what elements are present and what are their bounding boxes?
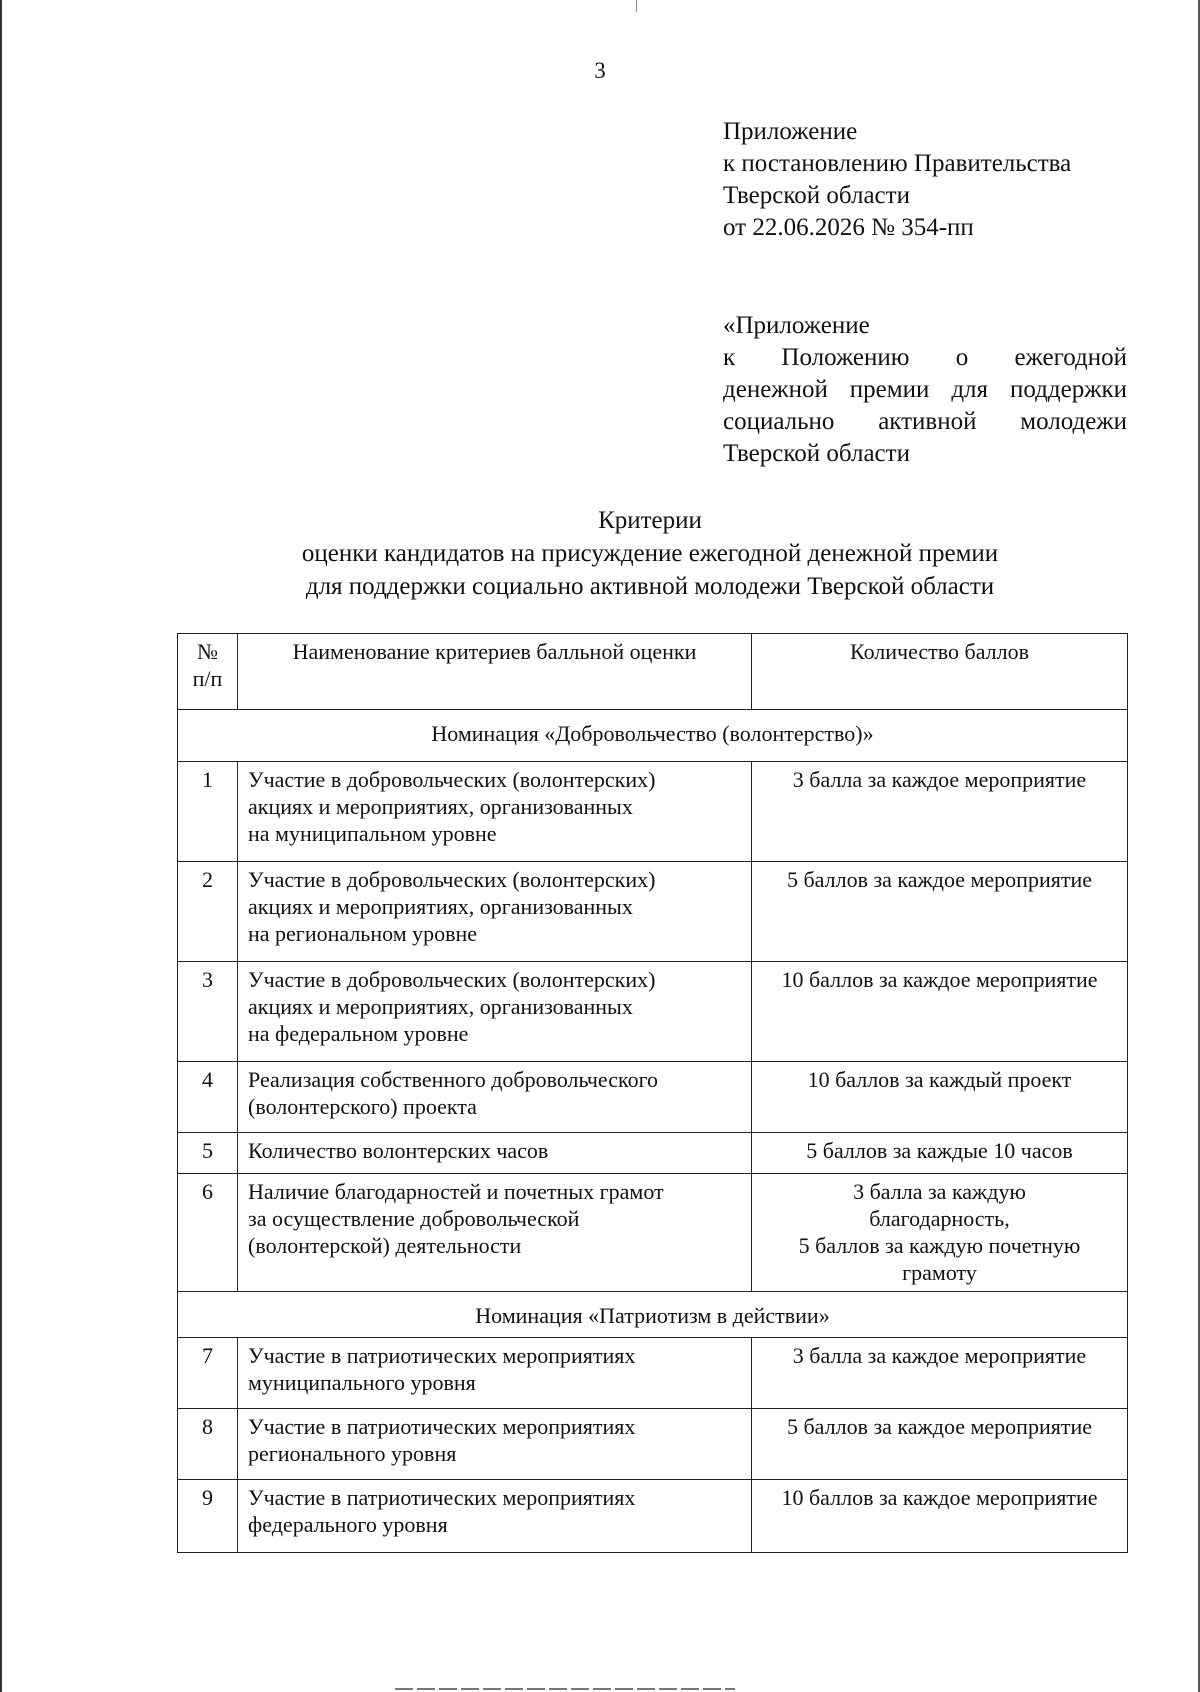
row-score (752, 1480, 1128, 1553)
appendix-line: Тверской области (723, 182, 910, 209)
score-line: 10 баллов за каждое мероприятие (781, 967, 1098, 992)
table-row (178, 1480, 1128, 1553)
title-line: для поддержки социально активной молодежи Тверской области (305, 573, 995, 600)
score-line: благодарность, (869, 1206, 1010, 1231)
row-num: 4 (178, 1062, 238, 1133)
appendix-line: социально активной молодежи (723, 408, 1127, 435)
row-score (752, 1338, 1128, 1409)
name-line: регионального уровня (248, 1441, 457, 1466)
scan-mark-bottom (395, 1688, 735, 1690)
row-name (238, 962, 752, 1062)
name-line: Наличие благодарностей и почетных грамот (248, 1179, 664, 1204)
row-score (752, 962, 1128, 1062)
name-line: муниципального уровня (248, 1370, 476, 1395)
table-row (178, 1409, 1128, 1480)
criteria-table (177, 633, 1128, 1553)
table-header-row (178, 634, 1128, 710)
name-line: Участие в добровольческих (волонтерских) (248, 767, 656, 792)
appendix-line: к постановлению Правительства (723, 150, 1072, 177)
name-line: Участие в добровольческих (волонтерских) (248, 867, 656, 892)
name-line: за осуществление добровольческой (248, 1206, 580, 1231)
score-line: 5 баллов за каждое мероприятие (786, 1414, 1092, 1439)
document-title (150, 504, 1150, 603)
name-line: (волонтерского) проекта (248, 1094, 477, 1119)
table-row (178, 762, 1128, 862)
header-num (178, 634, 238, 710)
name-line: (волонтерской) деятельности (248, 1233, 522, 1258)
score-line: 3 балла за каждое мероприятие (792, 767, 1087, 792)
row-num: 8 (178, 1409, 238, 1480)
name-line: Участие в патриотических мероприятиях (248, 1485, 636, 1510)
appendix-line: Тверской области (723, 440, 910, 467)
row-name (238, 1338, 752, 1409)
row-score (752, 1062, 1128, 1133)
name-line: Участие в патриотических мероприятиях (248, 1343, 636, 1368)
row-name (238, 1174, 752, 1292)
scan-mark-top (636, 0, 637, 12)
row-name (238, 1409, 752, 1480)
score-line: 10 баллов за каждое мероприятие (781, 1485, 1098, 1510)
score-line: 5 баллов за каждые 10 часов (806, 1138, 1073, 1163)
table-row (178, 1062, 1128, 1133)
row-num: 2 (178, 862, 238, 962)
section-row (178, 710, 1128, 762)
score-line: 3 балла за каждое мероприятие (792, 1343, 1087, 1368)
title-line: оценки кандидатов на присуждение ежегодной денежной премии (301, 540, 999, 567)
row-score (752, 1133, 1128, 1174)
row-score (752, 862, 1128, 962)
name-line: Количество волонтерских часов (248, 1138, 549, 1163)
score-line: 5 баллов за каждое мероприятие (786, 867, 1092, 892)
row-num: 3 (178, 962, 238, 1062)
row-name (238, 1133, 752, 1174)
row-name (238, 1480, 752, 1553)
table-row (178, 862, 1128, 962)
header-num-line: № (197, 639, 218, 664)
score-line: 5 баллов за каждую почетную (798, 1233, 1081, 1258)
table-row (178, 1174, 1128, 1292)
scan-edge-left (0, 0, 2, 1692)
name-line: на муниципальном уровне (248, 821, 497, 846)
row-score (752, 1409, 1128, 1480)
name-line: акциях и мероприятиях, организованных (248, 794, 633, 819)
header-name: Наименование критериев балльной оценки (238, 634, 752, 710)
row-score (752, 1174, 1128, 1292)
title-line: Критерии (598, 507, 702, 534)
section-row (178, 1292, 1128, 1338)
appendix-line: Приложение (723, 118, 858, 145)
score-line: грамоту (902, 1260, 977, 1285)
table-row (178, 1338, 1128, 1409)
row-num: 1 (178, 762, 238, 862)
name-line: акциях и мероприятиях, организованных (248, 994, 633, 1019)
row-num: 7 (178, 1338, 238, 1409)
row-num: 5 (178, 1133, 238, 1174)
appendix-to-regulation (723, 310, 1127, 470)
header-score: Количество баллов (752, 634, 1128, 710)
name-line: акциях и мероприятиях, организованных (248, 894, 633, 919)
name-line: Участие в добровольческих (волонтерских) (248, 967, 656, 992)
row-num: 6 (178, 1174, 238, 1292)
score-line: 3 балла за каждую (853, 1179, 1026, 1204)
name-line: Реализация собственного добровольческого (248, 1067, 659, 1092)
name-line: на региональном уровне (248, 921, 478, 946)
row-name (238, 862, 752, 962)
appendix-to-resolution (723, 116, 1127, 244)
score-line: 10 баллов за каждый проект (807, 1067, 1072, 1092)
appendix-line: денежной премии для поддержки (723, 376, 1127, 403)
page-number: 3 (594, 58, 606, 83)
name-line: на федеральном уровне (248, 1021, 469, 1046)
row-score (752, 762, 1128, 862)
table-row (178, 1133, 1128, 1174)
appendix-line: к Положению о ежегодной (723, 344, 1127, 371)
header-num-line: п/п (192, 666, 223, 691)
name-line: Участие в патриотических мероприятиях (248, 1414, 636, 1439)
name-line: федерального уровня (248, 1512, 448, 1537)
row-name (238, 762, 752, 862)
table-row (178, 962, 1128, 1062)
appendix-line: «Приложение (723, 312, 870, 339)
appendix-line: от 22.06.2026 № 354-пп (723, 214, 974, 241)
section-title: Номинация «Патриотизм в действии» (178, 1292, 1128, 1338)
row-name (238, 1062, 752, 1133)
section-title: Номинация «Добровольчество (волонтерство)» (178, 710, 1128, 762)
row-num: 9 (178, 1480, 238, 1553)
